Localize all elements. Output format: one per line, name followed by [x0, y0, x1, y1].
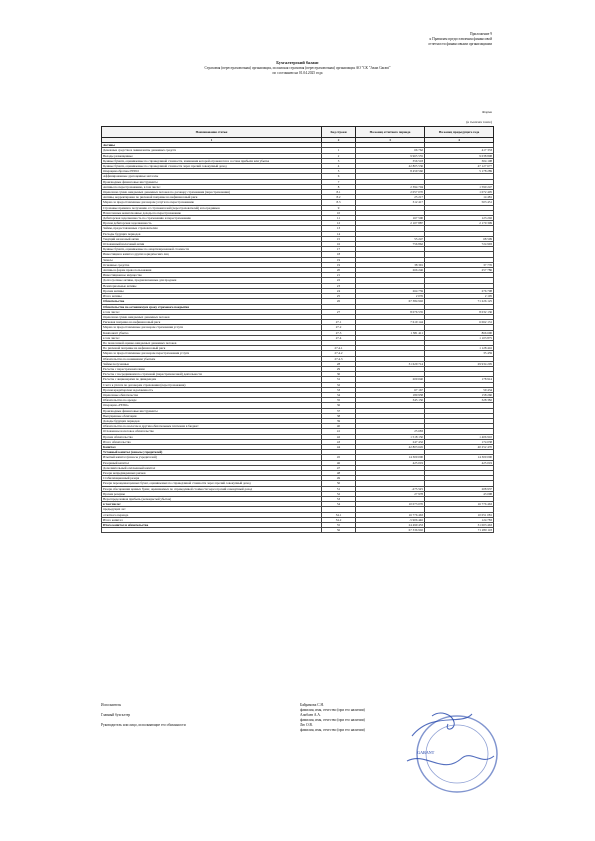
- line-code: 20: [322, 268, 356, 273]
- line-code: 9: [322, 205, 356, 210]
- line-code: 31: [322, 377, 356, 382]
- line-item-name: Прочая кредиторская задолженность: [102, 387, 322, 392]
- line-item-name: Выпущенные облигации: [102, 413, 322, 418]
- line-item-name: Займы, предоставленные страхователям: [102, 226, 322, 231]
- line-code: 16: [322, 242, 356, 247]
- line-code: 40: [322, 424, 356, 429]
- previous-year-value: 71 280 118: [425, 528, 494, 533]
- previous-year-value: 417 333: [425, 148, 494, 153]
- line-item-name: в том числе:: [102, 335, 322, 340]
- line-item-name: Ценные бумаги, оцениваемые по справедливой стоимости через прочий совокупный доход: [102, 164, 322, 169]
- line-code: 53: [322, 497, 356, 502]
- line-item-name: Ценные бумаги, оцениваемые по амортизированной стоимости: [102, 247, 322, 252]
- line-code: 27.4: [322, 335, 356, 340]
- line-code: 26: [322, 299, 356, 304]
- line-item-name: Аффинированные драгоценные металлы: [102, 174, 322, 179]
- document-subtitle: [100, 66, 495, 76]
- previous-year-value: 178 914: [425, 377, 494, 382]
- table-header-row: [102, 127, 494, 138]
- line-item-name: Основные средства: [102, 262, 322, 267]
- previous-year-value: 43 098: [425, 491, 494, 496]
- current-period-value: 356 518: [356, 158, 425, 163]
- current-period-value: -275 525: [356, 486, 425, 491]
- previous-year-value: 31 003 463: [425, 523, 494, 528]
- line-item-name: Инвестиции в капитал других юридических лиц: [102, 252, 322, 257]
- line-code: 35: [322, 398, 356, 403]
- line-item-name: Маржа за предоставленные договором услуги по перестрахованию: [102, 200, 322, 205]
- current-period-value: 9 965 555: [356, 153, 425, 158]
- line-item-name: Оценочная сумма ожидаемых денежных потоков по договору страхования (перестрахования): [102, 190, 322, 195]
- previous-year-value: 14 481: [425, 195, 494, 200]
- line-item-name: в том числе:: [102, 309, 322, 314]
- line-item-name: Прочая дебиторская задолженность: [102, 221, 322, 226]
- line-code: 22: [322, 278, 356, 283]
- previous-year-value: 37 776: [425, 262, 494, 267]
- line-item-name: Активы в форме права пользования: [102, 268, 322, 273]
- line-code: 50: [322, 481, 356, 486]
- line-item-name: Текущий налоговый актив: [102, 236, 322, 241]
- previous-year-value: 124 783: [425, 517, 494, 522]
- line-code: 29: [322, 366, 356, 371]
- header-line-code: Код строки: [322, 127, 356, 138]
- previous-year-value: 276 708: [425, 288, 494, 293]
- line-code: 34: [322, 392, 356, 397]
- line-code: 8.3: [322, 200, 356, 205]
- current-period-value: 67 167: [356, 387, 425, 392]
- signature-roles: [101, 703, 186, 728]
- signatory-name: Байрамова С.Н.: [300, 703, 324, 707]
- signatory-caption: фамилия, имя, отчество (при его наличии): [300, 728, 365, 732]
- previous-year-value: 6 062 131: [425, 320, 494, 325]
- line-item-name: [102, 528, 322, 533]
- previous-year-value: 2 105: [425, 294, 494, 299]
- subtitle-line: Страховая (перестраховочная) организация, исламская страховая (перестраховочная) организация АО "СК "Jusan Garant": [204, 66, 391, 70]
- line-item-name: Вклады размещенные: [102, 153, 322, 158]
- line-item-name: Инвестиционное имущество: [102, 273, 322, 278]
- previous-year-value: 425 019: [425, 460, 494, 465]
- stamp-text: GARANT: [417, 750, 435, 755]
- line-item-name: Активы по перестрахованию, в том числе:: [102, 184, 322, 189]
- document-title: Бухгалтерский баланс: [276, 60, 319, 65]
- signature-role: Руководитель или лицо, исполняющие его обязанности: [101, 723, 186, 727]
- previous-year-value: 304 108: [425, 158, 494, 163]
- line-item-name: Счета к уплате по договорам страхования (перестрахования): [102, 382, 322, 387]
- line-code: 7: [322, 179, 356, 184]
- current-period-value: 345 150: [356, 398, 425, 403]
- current-period-value: 66 762: [356, 148, 425, 153]
- header-current-period: На конец отчетного периода: [356, 127, 425, 138]
- line-code: 3: [322, 158, 356, 163]
- line-code: 8.2: [322, 195, 356, 200]
- header-previous-year: На конец предыдущего года: [425, 127, 494, 138]
- current-period-value: 8 459 560: [356, 169, 425, 174]
- current-period-value: 8 076 535: [356, 309, 425, 314]
- subtitle-line: по состоянию на 01.04.2025 года: [272, 71, 323, 75]
- line-item-name: Нераспределенная прибыль (непокрытый убыток): [102, 497, 322, 502]
- line-item-name: Обязательства по возникшим убыткам: [102, 356, 322, 361]
- line-item-name: Запасы: [102, 257, 322, 262]
- previous-year-value: 1 406 910: [425, 434, 494, 439]
- current-period-value: 55 247: [356, 236, 425, 241]
- current-period-value: 67 384 902: [356, 299, 425, 304]
- line-code: 15: [322, 236, 356, 241]
- previous-year-value: 724 993: [425, 242, 494, 247]
- current-period-value: 31 629 714: [356, 361, 425, 366]
- line-code: 19: [322, 257, 356, 262]
- line-code: 49: [322, 476, 356, 481]
- line-code: 37: [322, 408, 356, 413]
- line-code: 43: [322, 439, 356, 444]
- line-item-name: Долгосрочные активы, предназначенные для продажи: [102, 278, 322, 283]
- line-item-name: Оценочная сумма ожидаемых денежных потоков: [102, 314, 322, 319]
- previous-year-value: 174 038: [425, 439, 494, 444]
- line-item-name: Денежные средства и эквиваленты денежных средств: [102, 148, 322, 153]
- line-item-name: Расчеты с посредниками по страховой (перестраховочной) деятельности: [102, 372, 322, 377]
- line-code: 39: [322, 418, 356, 423]
- line-item-name: Дополнительный оплаченный капитал: [102, 465, 322, 470]
- line-code: 27: [322, 309, 356, 314]
- line-item-name: Расчеты с перестрахователями: [102, 366, 322, 371]
- column-number: 4: [425, 138, 494, 143]
- line-code: 51: [322, 486, 356, 491]
- line-code: 17: [322, 247, 356, 252]
- current-period-value: 266 246: [356, 268, 425, 273]
- line-code: 27.4.2: [322, 351, 356, 356]
- line-code: 6: [322, 174, 356, 179]
- previous-year-value: 208 937: [425, 486, 494, 491]
- appendix-line: к Правилам предоставления финансовой: [429, 37, 492, 41]
- previous-year-value: 1 072 405: [425, 190, 494, 195]
- current-period-value: 2 394 704: [356, 184, 425, 189]
- previous-year-value: 866 690: [425, 330, 494, 335]
- current-period-value: 425 019: [356, 460, 425, 465]
- line-code: 42: [322, 434, 356, 439]
- current-period-value: 67 336 902: [356, 528, 425, 533]
- line-code: 2: [322, 153, 356, 158]
- line-item-name: Страховые премии к получению от страхователей (перестрахователей) и посредников: [102, 205, 322, 210]
- line-item-name: Резерв непредвиденных рисков: [102, 471, 322, 476]
- previous-year-value: 40 252 470: [425, 444, 494, 449]
- current-period-value: 42 805 536: [356, 164, 425, 169]
- line-item-name: Уставный капитал (взносы учредителей): [102, 450, 322, 455]
- line-code: 54: [322, 502, 356, 507]
- line-item-name: Обязательства по аренде: [102, 398, 322, 403]
- line-code: 48: [322, 471, 356, 476]
- line-code: 1: [322, 148, 356, 153]
- line-code: 36: [322, 403, 356, 408]
- line-code: 28: [322, 361, 356, 366]
- previous-year-value: 8 032 136: [425, 309, 494, 314]
- current-period-value: 180 958: [356, 392, 425, 397]
- line-code: 27.4.1: [322, 346, 356, 351]
- previous-year-value: 503 451: [425, 200, 494, 205]
- line-code: 32: [322, 382, 356, 387]
- line-code: 5: [322, 169, 356, 174]
- signatory-caption: фамилия, имя, отчество (при его наличии): [300, 708, 365, 712]
- signature-role: Исполнитель: [101, 703, 122, 707]
- line-code: 46: [322, 460, 356, 465]
- line-code: 38: [322, 413, 356, 418]
- current-period-value: 7 619 144: [356, 320, 425, 325]
- line-item-name: Прочие обязательства: [102, 434, 322, 439]
- line-code: 27.4.3: [322, 356, 356, 361]
- appendix-line: Приложение 9: [470, 32, 492, 36]
- line-item-name: предыдущих лет: [102, 507, 322, 512]
- current-period-value: 42 803 645: [356, 444, 425, 449]
- appendix-line: отчетности финансовыми организациями: [428, 42, 492, 46]
- line-item-name: Итого капитал: [102, 517, 322, 522]
- signature-role: Главный бухгалтер: [101, 713, 131, 717]
- previous-year-value: 68 509: [425, 236, 494, 241]
- line-item-name: Маржа за предоставленные договором перестрахования услуги: [102, 351, 322, 356]
- line-item-name: Маржа за предоставленные договором страхования услуги: [102, 325, 322, 330]
- previous-year-value: 1 103 875: [425, 335, 494, 340]
- line-code: 55: [322, 523, 356, 528]
- line-item-name: Нематериальные активы: [102, 283, 322, 288]
- line-item-name: Капитал: [102, 444, 322, 449]
- previous-year-value: 10 051 081: [425, 512, 494, 517]
- previous-year-value: 123 202: [425, 216, 494, 221]
- current-period-value: 16 776 463: [356, 512, 425, 517]
- line-item-name: Рисковая поправка на нефинансовый риск: [102, 320, 322, 325]
- line-item-name: Обязательства по налогам и другим обязательным платежам в бюджет: [102, 424, 322, 429]
- current-period-value: 167 500: [356, 216, 425, 221]
- previous-year-value: 14 300 000: [425, 455, 494, 460]
- line-item-name: Производные финансовые инструменты: [102, 408, 322, 413]
- line-item-name: Ценные бумаги, оцениваемые по справедливой стоимости, изменения которой отражаются в составе прибыли или убытка: [102, 158, 322, 163]
- current-period-value: 1 381 411: [356, 330, 425, 335]
- current-period-value: 1 518 150: [356, 434, 425, 439]
- line-code: 33: [322, 387, 356, 392]
- line-code: 44: [322, 444, 356, 449]
- line-item-name: Операции «РЕПО»: [102, 403, 322, 408]
- line-code: 47: [322, 465, 356, 470]
- table-row: [102, 528, 494, 533]
- line-item-name: Резервный капитал: [102, 460, 322, 465]
- line-item-name: Отложенный налоговый актив: [102, 242, 322, 247]
- line-item-name: Обязательства по оставшемуся сроку страхового покрытия: [102, 304, 322, 309]
- current-period-value: 200 040: [356, 377, 425, 382]
- column-number: 1: [102, 138, 322, 143]
- current-period-value: 264 759: [356, 288, 425, 293]
- line-code: 54.1: [322, 512, 356, 517]
- line-item-name: Резерв переоценки ценных бумаг, оцениваемых по справедливой стоимости через прочий совокупный доход: [102, 481, 322, 486]
- previous-year-value: 59 434: [425, 387, 494, 392]
- line-item-name: в том числе:: [102, 502, 322, 507]
- current-period-value: 2 107 887: [356, 221, 425, 226]
- line-code: 54.2: [322, 517, 356, 522]
- line-item-name: Изъятый капитал (взносы учредителей): [102, 455, 322, 460]
- line-code: 52: [322, 491, 356, 496]
- line-item-name: Отложенное налоговое обязательство: [102, 429, 322, 434]
- line-item-name: Операции обратное РЕПО: [102, 169, 322, 174]
- line-code: 14: [322, 231, 356, 236]
- line-item-name: отчетного периода: [102, 512, 322, 517]
- line-code: 10: [322, 210, 356, 215]
- line-code: 11: [322, 216, 356, 221]
- line-item-name: Итого капитал и обязательства: [102, 523, 322, 528]
- line-item-name: Займы полученные: [102, 361, 322, 366]
- signatory-name: Лю О.В.: [300, 723, 313, 727]
- current-period-value: 38 391: [356, 262, 425, 267]
- line-item-name: Обязательства: [102, 299, 322, 304]
- line-item-name: Производные финансовые инструменты: [102, 179, 322, 184]
- previous-year-value: 257 786: [425, 268, 494, 273]
- line-code: 8: [322, 184, 356, 189]
- line-code: 18: [322, 252, 356, 257]
- line-item-name: Доходы будущих периодов: [102, 418, 322, 423]
- previous-year-value: 328 382: [425, 398, 494, 403]
- previous-year-value: 158 260: [425, 392, 494, 397]
- previous-year-value: 9 038 808: [425, 153, 494, 158]
- line-code: 27.1: [322, 320, 356, 325]
- signatory-name: Алибаев А.А.: [300, 713, 321, 717]
- line-code: 13: [322, 226, 356, 231]
- previous-year-value: 47 127 677: [425, 164, 494, 169]
- previous-year-value: 35 459: [425, 351, 494, 356]
- line-item-name: Дебиторская задолженность по страхованию и перестрахованию: [102, 216, 322, 221]
- line-item-name: Расходы будущих периодов: [102, 231, 322, 236]
- line-code: 4: [322, 164, 356, 169]
- previous-year-value: 29 934 205: [425, 361, 494, 366]
- line-code: 45: [322, 455, 356, 460]
- line-item-name: Компонент убытка: [102, 330, 322, 335]
- line-item-name: По понесенной оценке ожидаемых денежных потоков: [102, 340, 322, 345]
- line-code: 27.3: [322, 330, 356, 335]
- line-item-name: Активы: [102, 143, 322, 148]
- line-item-name: Расчеты с акционерами по дивидендам: [102, 377, 322, 382]
- current-period-value: 14 300 000: [356, 455, 425, 460]
- line-code: 8.1: [322, 190, 356, 195]
- line-code: 19: [322, 262, 356, 267]
- current-period-value: 25 217: [356, 195, 425, 200]
- current-period-value: 2 057 070: [356, 190, 425, 195]
- line-code: 56: [322, 528, 356, 533]
- line-code: 21: [322, 273, 356, 278]
- line-item-name: Оценочные обязательства: [102, 392, 322, 397]
- form-label: Форма: [482, 110, 492, 114]
- line-item-name: Итого обязательства: [102, 439, 322, 444]
- line-item-name: Прочие резервы: [102, 491, 322, 496]
- previous-year-value: 2 170 309: [425, 221, 494, 226]
- line-code: 25: [322, 294, 356, 299]
- previous-year-value: 1 590 247: [425, 184, 494, 189]
- current-period-value: 312 417: [356, 200, 425, 205]
- units-label: (в тысячах тенге): [466, 120, 492, 124]
- line-code: 41: [322, 429, 356, 434]
- current-period-value: 10 073 070: [356, 502, 425, 507]
- current-period-value: 24 499 453: [356, 523, 425, 528]
- previous-year-value: 5 178 289: [425, 169, 494, 174]
- current-period-value: 25 683: [356, 429, 425, 434]
- line-item-name: По рисковой поправке на нефинансовый риск: [102, 346, 322, 351]
- column-number: 3: [356, 138, 425, 143]
- current-period-value: 27 978: [356, 491, 425, 496]
- previous-year-value: 1 128 416: [425, 346, 494, 351]
- line-code: 27.2: [322, 325, 356, 330]
- line-item-name: Прочие активы: [102, 288, 322, 293]
- signature-names: [300, 703, 365, 733]
- signatory-caption: фамилия, имя, отчество (при его наличии): [300, 718, 365, 722]
- header-item-name: Наименование статьи: [102, 127, 322, 138]
- previous-year-value: 16 776 463: [425, 502, 494, 507]
- current-period-value: -5 906 446: [356, 517, 425, 522]
- line-item-name: Стабилизационный резерв: [102, 476, 322, 481]
- line-code: 30: [322, 372, 356, 377]
- balance-table: [101, 126, 494, 533]
- column-number: 2: [322, 138, 356, 143]
- line-code: 23: [322, 283, 356, 288]
- previous-year-value: 71 226 125: [425, 299, 494, 304]
- line-item-name: Активы, корректировка по рисковой поправке на нефинансовый риск: [102, 195, 322, 200]
- line-item-name: Резерв обесценения ценных бумаг, оцениваемых по справедливой стоимости через прочий совокупный доход: [102, 486, 322, 491]
- current-period-value: 247 432: [356, 439, 425, 444]
- current-period-value: 756 862: [356, 242, 425, 247]
- line-code: 12: [322, 221, 356, 226]
- current-period-value: 2 076: [356, 294, 425, 299]
- line-item-name: Итого активы: [102, 294, 322, 299]
- line-item-name: Начисленные комиссионные доходы по перестрахованию: [102, 210, 322, 215]
- line-code: 24: [322, 288, 356, 293]
- appendix-note: [428, 32, 492, 47]
